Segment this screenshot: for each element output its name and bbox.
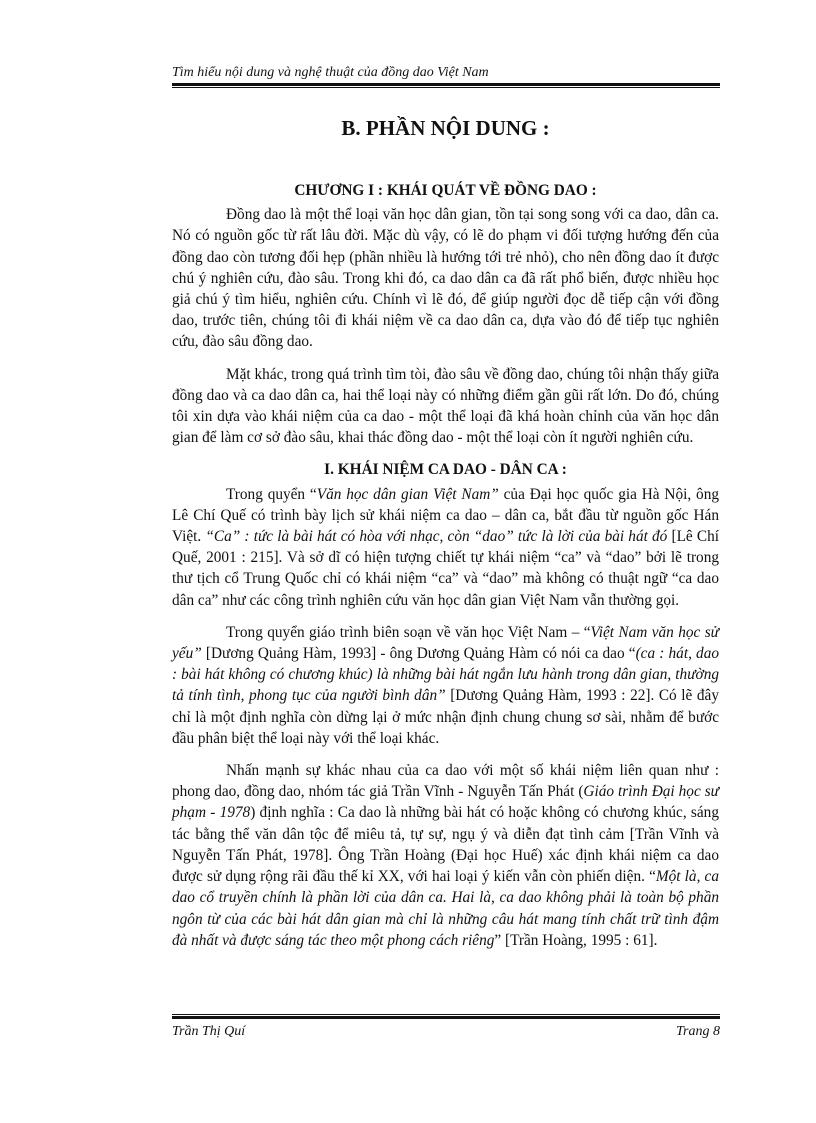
page-number: Trang 8 <box>676 1024 720 1039</box>
header-rule-thin <box>172 87 720 88</box>
page-body <box>172 114 719 962</box>
p5-italic-source: Giáo trình Đại học sư phạm - 1978 <box>172 783 720 822</box>
p4-text-e: [Dương Quảng Hàm, 1993 : 22]. Có lẽ đây chỉ là một định nghĩa còn dừng lại ở mức nhận định chung chung sơ sài, nhằm để bước đầu phân biệt thể loại này với thể loại khác. <box>172 687 719 747</box>
footer-author: Trần Thị Quí <box>172 1024 246 1039</box>
p5-text-e: ” [Trần Hoàng, 1995 : 61]. <box>494 931 658 949</box>
p5-text-a: Nhấn mạnh sự khác nhau của ca dao với một số khái niệm liên quan như : phong dao, đồng dao, nhóm tác giả Trần Vĩnh - Nguyễn Tấn Phát ( <box>172 762 719 801</box>
p4-text-c: [Dương Quảng Hàm, 1993] - ông Dương Quảng Hàm có nói ca dao “ <box>201 645 636 663</box>
chapter-heading: CHƯƠNG I : KHÁI QUÁT VỀ ĐỒNG DAO : <box>294 182 597 199</box>
p3-italic-quote: “Ca” : tức là bài hát có hòa với nhạc, còn “dao” tức là lời của bài hát đó <box>205 528 668 546</box>
running-header: Tìm hiểu nội dung và nghệ thuật của đồng dao Việt Nam <box>172 65 489 80</box>
footer-rule <box>172 1016 720 1019</box>
p4-italic-title: Việt Nam văn học sử yếu” <box>172 623 719 663</box>
p4-text-a: Trong quyển giáo trình biên soạn về văn học Việt Nam – “ <box>226 623 591 641</box>
footer-rule-thin <box>172 1014 720 1015</box>
paragraph-5 <box>172 760 719 951</box>
header-rule <box>172 83 720 86</box>
p3-italic-title: Văn học dân gian Việt Nam” <box>316 485 499 503</box>
p5-text-c: ) định nghĩa : Ca dao là những bài hát có hoặc không có chương khúc, sáng tác bằng thể văn dân tộc để miêu tả, tự sự, ngụ ý và diễn đạt tình cảm [Trần Vĩnh và Nguyễn Tấn Phát, 1978]. Ông Trần Hoàng (Đại học Huế) xác định khái niệm ca dao được sử dụng rộng rãi đầu thế kỉ XX, với hai loại ý kiến vẫn còn phiến diện. “ <box>172 804 719 886</box>
main-heading: B. PHẦN NỘI DUNG : <box>341 116 550 140</box>
p5-italic-quote: Một là, ca dao cổ truyền chính là phần lời của dân ca. Hai là, ca dao không phải là toàn bộ phần ngôn từ của các bài hát dân gian mà chỉ là những câu hát mang tính chất trữ tình đậm đà nhất và được sáng tác theo một phong cách riêng <box>172 868 719 949</box>
p3-text-a: Trong quyển “ <box>226 485 317 503</box>
paragraph-1: Đồng dao là một thể loại văn học dân gian, tồn tại song song với ca dao, dân ca. Nó có nguồn gốc từ rất lâu đời. Mặc dù vậy, có lẽ do phạm vi đối tượng hướng đến của đồng dao còn tương đối hẹp (phần nhiều là hướng tới trẻ nhỏ), cho nên đồng dao ít được chú ý nghiên cứu, đào sâu. Trong khi đó, ca dao dân ca đã rất phổ biến, được nhiều học giả chú ý tìm hiểu, nghiên cứu. Chính vì lẽ đó, để giúp người đọc dễ tiếp cận với đồng dao, trước tiên, chúng tôi đi khái niệm về ca dao dân ca, dựa vào đó để tiếp tục nghiên cứu, đào sâu đồng dao. <box>172 206 719 351</box>
p3-text-e: [Lê Chí Quế, 2001 : 215]. Và sở dĩ có hiện tượng chiết tự khái niệm “ca” và “dao” bởi lẽ trong thư tịch cổ Trung Quốc chỉ có khái niệm “ca” và “dao” mà không có thuật ngữ “ca dao dân ca” như các công trình nghiên cứu văn học dân gian Việt Nam vẫn thường gọi. <box>172 528 719 609</box>
paragraph-3 <box>172 484 719 611</box>
paragraph-4 <box>172 622 719 749</box>
p4-italic-quote: (ca : hát, dao : bài hát không có chương khúc) là những bài hát ngắn lưu hành trong dân gian, thường tả tính tình, phong tục của người bình dân” <box>172 645 720 705</box>
paragraph-2: Mặt khác, trong quá trình tìm tòi, đào sâu về đồng dao, chúng tôi nhận thấy giữa đồng dao và ca dao dân ca, hai thể loại này có những điểm gần gũi rất lớn. Do đó, chúng tôi xin dựa vào khái niệm của ca dao - một thể loại đã khá hoàn chỉnh của văn học dân gian để làm cơ sở đào sâu, khai thác đồng dao - một thể loại còn ít người nghiên cứu. <box>172 365 719 447</box>
section-heading: I. KHÁI NIỆM CA DAO - DÂN CA : <box>324 461 567 479</box>
p3-text-c: của Đại học quốc gia Hà Nội, ông Lê Chí Quế có trình bày lịch sử khái niệm ca dao – dân ca, bắt đầu từ nguồn gốc Hán Việt. <box>172 485 719 546</box>
